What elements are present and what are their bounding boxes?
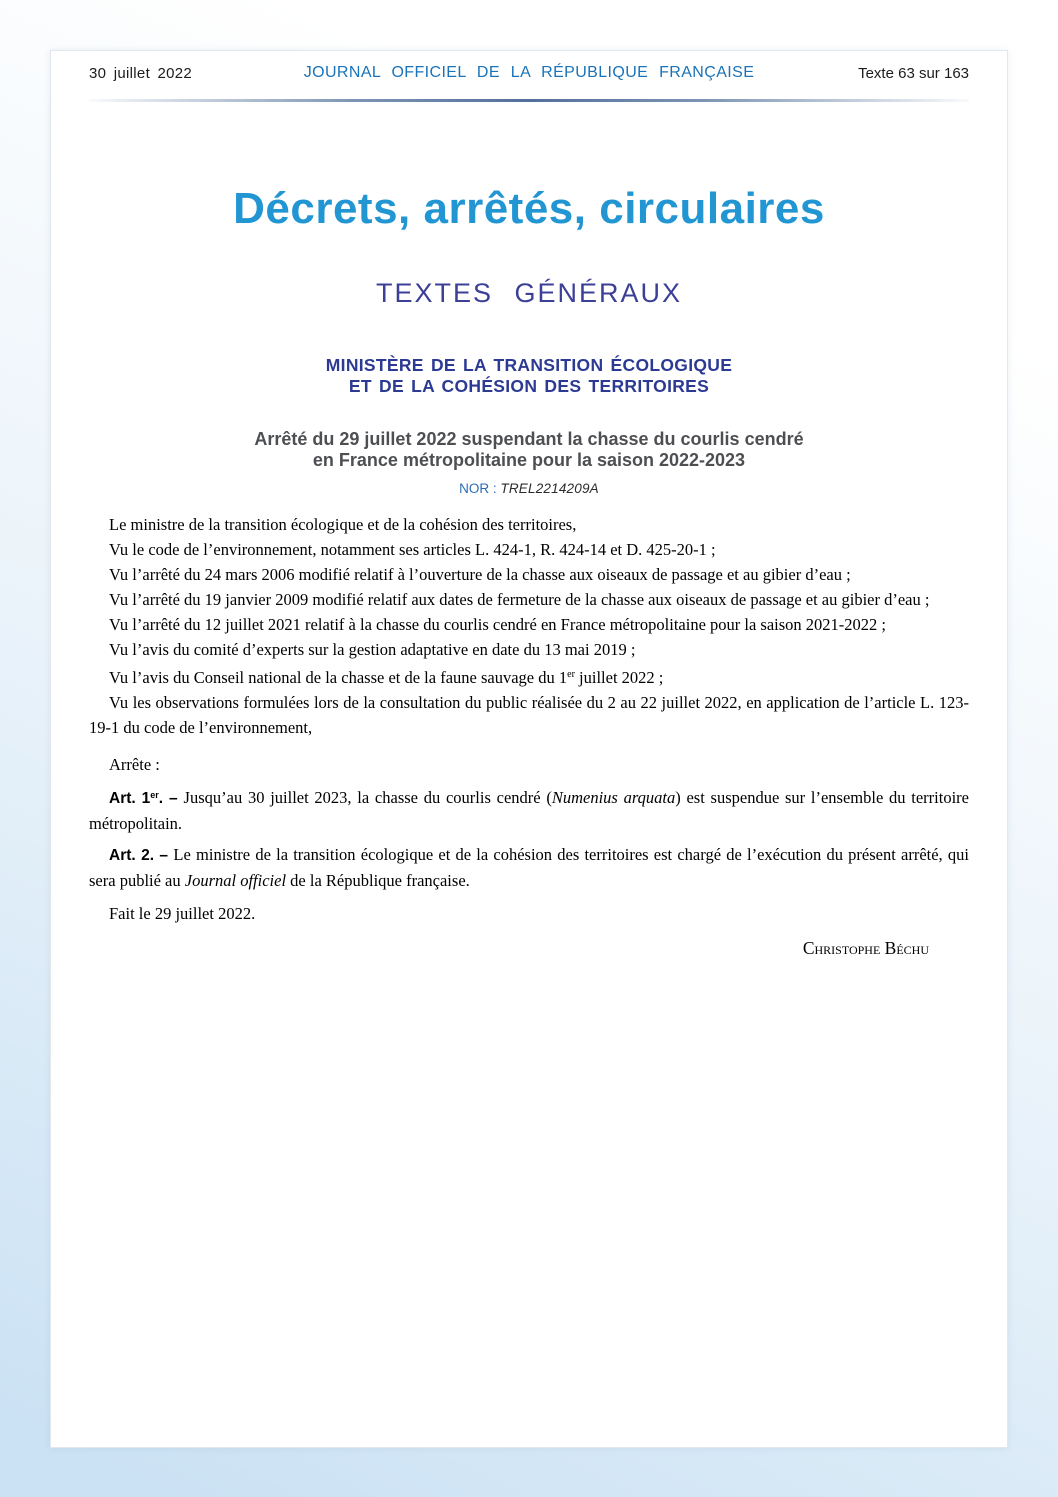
article-2-label: Art. 2. – <box>109 847 174 864</box>
act-title <box>89 429 969 471</box>
ministry-name <box>89 355 969 397</box>
act-title-line-2: en France métropolitaine pour la saison 2022-2023 <box>312 450 746 470</box>
latin-species-name: Numenius arquata <box>551 788 676 807</box>
visa-arrete-2021: Vu l’arrêté du 12 juillet 2021 relatif à la chasse du courlis cendré en France métropolitaine pour la saison 2021-2022 ; <box>109 615 887 634</box>
ministry-line-1: MINISTÈRE DE LA TRANSITION ÉCOLOGIQUE <box>325 355 733 375</box>
article-1: Art. 1er. – Jusqu’au 30 juillet 2023, la chasse du courlis cendré (Numenius arquata) est suspendue sur l’ensemble du territoire métropolitain. <box>89 788 969 833</box>
document-body <box>89 512 969 961</box>
act-title-line-1: Arrêté du 29 juillet 2022 suspendant la chasse du courlis cendré <box>254 429 804 449</box>
journal-officiel-italic: Journal officiel <box>184 871 287 890</box>
header-texte-reference: Texte 63 sur 163 <box>858 65 969 82</box>
visa-arrete-2006: Vu l’arrêté du 24 mars 2006 modifié relatif à l’ouverture de la chasse aux oiseaux de passage et au gibier d’eau ; <box>109 565 851 584</box>
visa-avis-conseil: Vu l’avis du Conseil national de la chasse et de la faune sauvage du 1er juillet 2022 ; <box>109 668 664 687</box>
document-page <box>50 50 1008 1448</box>
signature-date: Fait le 29 juillet 2022. <box>109 904 256 923</box>
subsection-title: TEXTES GÉNÉRAUX <box>375 278 683 308</box>
superscript-er: er <box>150 790 159 800</box>
section-title: Décrets, arrêtés, circulaires <box>233 184 825 233</box>
nor-value: TREL2214209A <box>500 481 599 496</box>
arrete-formula: Arrête : <box>109 755 160 774</box>
ministry-line-2: ET DE LA COHÉSION DES TERRITOIRES <box>348 376 710 396</box>
nor-label: NOR : <box>459 481 501 496</box>
header-date: 30 juillet 2022 <box>89 65 193 82</box>
visa-intro: Le ministre de la transition écologique et de la cohésion des territoires, <box>109 515 577 534</box>
signatory-name: Christophe Béchu <box>802 938 929 958</box>
visa-arrete-2009: Vu l’arrêté du 19 janvier 2009 modifié relatif aux dates de fermeture de la chasse aux oiseaux de passage et au gibier d’eau ; <box>109 590 930 609</box>
superscript-er: er <box>567 669 575 680</box>
page-header <box>51 51 1007 85</box>
header-journal-title: JOURNAL OFFICIEL DE LA RÉPUBLIQUE FRANÇAISE <box>303 64 755 81</box>
article-1-label: Art. 1er. – <box>109 790 184 807</box>
visa-avis-comite: Vu l’avis du comité d’experts sur la gestion adaptative en date du 13 mai 2019 ; <box>109 640 636 659</box>
header-rule <box>89 99 969 102</box>
article-2: Art. 2. – Le ministre de la transition écologique et de la cohésion des territoires est chargé de l’exécution du présent arrêté, qui sera publié au Journal officiel de la République française. <box>89 845 969 890</box>
visa-code-environnement: Vu le code de l’environnement, notamment ses articles L. 424-1, R. 424-14 et D. 425-20-1 ; <box>109 540 716 559</box>
visa-observations-public: Vu les observations formulées lors de la consultation du public réalisée du 2 au 22 juillet 2022, en application de l’article L. 123-19-1 du code de l’environnement, <box>89 693 969 737</box>
nor-line <box>89 481 969 496</box>
